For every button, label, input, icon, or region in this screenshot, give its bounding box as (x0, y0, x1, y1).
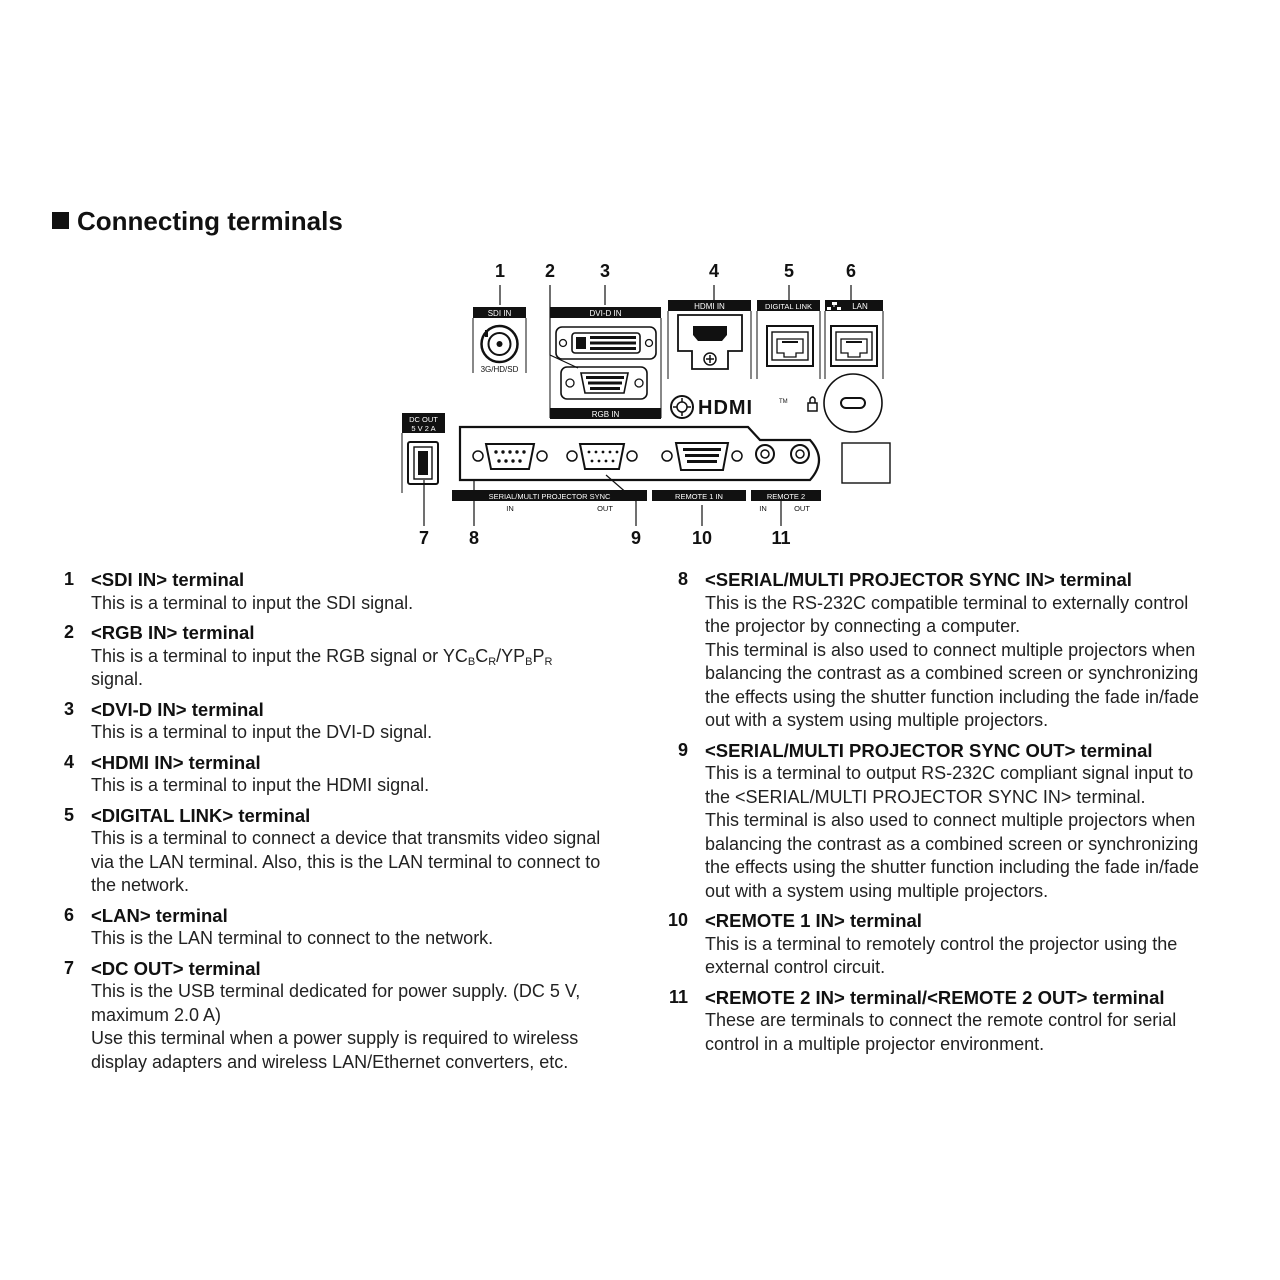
section-heading-text: Connecting terminals (77, 206, 343, 236)
section-heading (52, 206, 343, 237)
item-text: These are terminals to connect the remote control for serial (705, 1010, 1177, 1030)
item-number: 8 (677, 569, 688, 589)
digital-link-label: DIGITAL LINK (764, 302, 813, 311)
item-text: This is a terminal to remotely control the projector using the (705, 933, 1178, 954)
digital-link-port (757, 300, 820, 379)
leader-lines (424, 285, 851, 526)
callout-11: 11 (771, 528, 791, 548)
remote2-label: REMOTE 2 (766, 492, 806, 501)
item-text: signal. (91, 669, 144, 689)
item-number: 11 (668, 986, 688, 1007)
item-number: 7 (63, 957, 74, 978)
item-number: 9 (677, 739, 688, 760)
item-text: the effects using the shutter function including the fade in/fade (705, 686, 1200, 707)
item-text: This is a terminal to input the DVI-D signal. (91, 722, 433, 742)
item-text: the <SERIAL/MULTI PROJECTOR SYNC IN> terminal. (705, 786, 1146, 807)
rgb-in-label: RGB IN (591, 410, 620, 419)
item-text: balancing the contrast as a combined screen or synchronizing (705, 663, 1199, 683)
item-title: <SERIAL/MULTI PROJECTOR SYNC OUT> terminal (705, 739, 1153, 761)
item-text: out with a system using multiple projectors. (705, 880, 1049, 901)
terminal-item-11 (666, 986, 1246, 1057)
terminal-list-left (52, 568, 642, 1080)
callout-4: 4 (708, 261, 720, 281)
terminal-item-8 (666, 568, 1246, 733)
item-number: 6 (63, 904, 74, 925)
callout-1: 1 (494, 261, 506, 281)
item-text: This is the LAN terminal to connect to the network. (91, 928, 494, 948)
sdi-in-port (473, 307, 526, 374)
dvi-d-in-label: DVI-D IN (589, 309, 622, 318)
hdmi-in-label: HDMI IN (694, 302, 725, 311)
item-text: the network. (91, 875, 190, 895)
item-title: <DIGITAL LINK> terminal (91, 804, 311, 826)
item-title: <SDI IN> terminal (91, 569, 245, 590)
callout-6: 6 (845, 261, 857, 281)
item-text: This is the RS-232C compatible terminal to externally control (705, 592, 1189, 613)
terminal-item-2 (52, 621, 642, 692)
serial-in-port (473, 444, 547, 469)
control-port-panel (460, 427, 890, 483)
terminal-item-3 (52, 698, 642, 745)
item-text: the projector by connecting a computer. (705, 616, 1021, 636)
terminal-item-5 (52, 804, 642, 898)
item-text: external control circuit. (705, 957, 886, 977)
item-text: maximum 2.0 A) (91, 1004, 222, 1025)
hdmi-logo (671, 396, 788, 419)
serial-out-port (567, 444, 637, 469)
item-text: display adapters and wireless LAN/Ethernet converters, etc. (91, 1051, 569, 1072)
item-text: This terminal is also used to connect multiple projectors when (705, 810, 1196, 830)
item-text: via the LAN terminal. Also, this is the LAN terminal to connect to (91, 851, 601, 872)
item-title: <SERIAL/MULTI PROJECTOR SYNC IN> terminal (705, 569, 1132, 590)
dc-out-label: DC OUT (409, 415, 438, 424)
remote-1-in-port (662, 443, 742, 470)
item-text: This is a terminal to output RS-232C compliant signal input to (705, 763, 1194, 783)
item-number: 5 (63, 804, 74, 825)
square-bullet-icon (52, 212, 69, 229)
item-title: <HDMI IN> terminal (91, 751, 261, 773)
item-title: <REMOTE 2 IN> terminal/<REMOTE 2 OUT> terminal (705, 986, 1165, 1008)
item-text: This is the USB terminal dedicated for power supply. (DC 5 V, (91, 981, 581, 1001)
serial-in-label: IN (506, 504, 514, 513)
item-text: This is a terminal to input the SDI signal. (91, 592, 414, 613)
item-title: <REMOTE 1 IN> terminal (705, 910, 922, 931)
item-text: This terminal is also used to connect multiple projectors when (705, 639, 1196, 660)
serial-out-label: OUT (597, 504, 613, 513)
terminal-item-7 (52, 957, 642, 1075)
lan-label: LAN (852, 302, 868, 311)
item-number: 2 (63, 622, 74, 642)
callout-9: 9 (630, 528, 642, 548)
callout-2: 2 (544, 261, 556, 281)
item-title: <DVI-D IN> terminal (91, 698, 264, 720)
remote-2-ports (756, 445, 809, 463)
hdmi-logo-text: HDMI (698, 397, 754, 419)
item-text: the effects using the shutter function including the fade in/fade (705, 857, 1200, 877)
callout-5: 5 (783, 261, 795, 281)
terminal-item-6 (52, 904, 642, 951)
remote2-out-label: OUT (794, 504, 810, 513)
item-text: Use this terminal when a power supply is required to wireless (91, 1028, 579, 1048)
item-text: control in a multiple projector environment. (705, 1033, 1045, 1054)
item-number: 3 (63, 698, 74, 719)
terminal-list-right (666, 568, 1246, 1062)
lan-port (825, 300, 883, 379)
sdi-formats-label: 3G/HD/SD (480, 365, 519, 374)
terminal-panel-diagram (380, 255, 910, 550)
item-number: 4 (63, 751, 74, 772)
item-number: 1 (63, 569, 74, 589)
item-text: balancing the contrast as a combined screen or synchronizing (705, 833, 1199, 854)
security-slot (824, 374, 882, 432)
item-title: <DC OUT> terminal (91, 957, 261, 979)
item-number: 10 (667, 910, 688, 930)
callout-3: 3 (599, 261, 611, 281)
item-title: <RGB IN> terminal (91, 622, 255, 643)
terminal-item-9 (666, 739, 1246, 904)
remote1-in-label: REMOTE 1 IN (675, 492, 723, 501)
callout-7: 7 (418, 528, 430, 548)
dc-rating-label: 5 V 2 A (411, 424, 436, 433)
terminal-item-1 (52, 568, 642, 615)
hdmi-in-port (668, 300, 751, 379)
item-text: out with a system using multiple projectors. (705, 710, 1049, 730)
terminal-item-4 (52, 751, 642, 798)
callout-8: 8 (468, 528, 480, 548)
security-lock-icon (808, 397, 817, 411)
item-text: This is a terminal to input the HDMI signal. (91, 775, 430, 795)
serial-sync-label: SERIAL/MULTI PROJECTOR SYNC (488, 492, 611, 501)
item-text: This is a terminal to connect a device that transmits video signal (91, 828, 601, 848)
sdi-in-label: SDI IN (487, 309, 512, 318)
remote2-in-label: IN (759, 504, 767, 513)
hdmi-tm: TM (779, 399, 788, 405)
terminal-item-10 (666, 909, 1246, 980)
callout-10: 10 (691, 528, 713, 548)
item-text: This is a terminal to input the RGB signal or $YC_BC_R/YP_BP_R$ (91, 645, 553, 668)
item-title: <LAN> terminal (91, 904, 228, 926)
